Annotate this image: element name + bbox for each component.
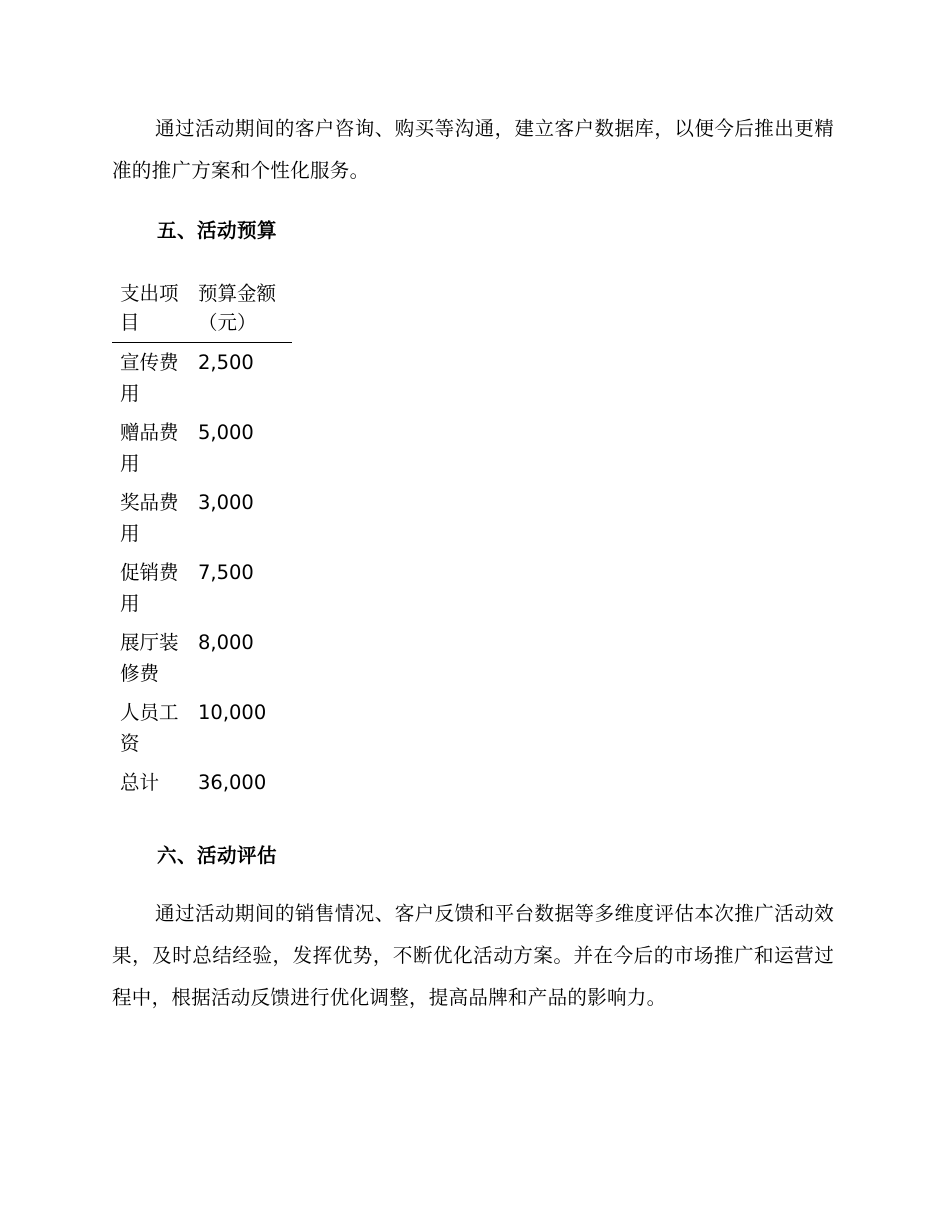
header-item: 支出项目 xyxy=(112,279,192,343)
row-item: 宣传费用 xyxy=(120,351,179,405)
budget-table-header-row xyxy=(112,279,292,343)
evaluation-paragraph: 通过活动期间的销售情况、客户反馈和平台数据等多维度评估本次推广活动效果，及时总结经验，发挥优势，不断优化活动方案。并在今后的市场推广和运营过程中，根据活动反馈进行优化调整，提高品牌和产品的影响力。 xyxy=(112,902,834,1009)
row-item: 人员工资 xyxy=(120,701,179,755)
row-amount: 5,000 xyxy=(198,421,254,444)
row-item: 赠品费用 xyxy=(120,421,179,475)
evaluation-heading: 六、活动评估 xyxy=(157,844,278,867)
row-amount: 3,000 xyxy=(198,491,254,514)
budget-heading: 五、活动预算 xyxy=(157,219,278,242)
row-amount: 2,500 xyxy=(198,351,254,374)
row-item: 总计 xyxy=(120,771,160,794)
table-row xyxy=(112,553,292,623)
table-row xyxy=(112,343,292,414)
row-amount: 8,000 xyxy=(198,631,254,654)
intro-paragraph: 通过活动期间的客户咨询、购买等沟通，建立客户数据库，以便今后推出更精准的推广方案和个性化服务。 xyxy=(112,117,834,182)
row-item: 展厅装修费 xyxy=(120,631,179,685)
table-row xyxy=(112,623,292,693)
row-item: 促销费用 xyxy=(120,561,179,615)
row-amount: 36,000 xyxy=(198,771,267,794)
row-amount: 7,500 xyxy=(198,561,254,584)
table-row xyxy=(112,413,292,483)
table-row-total xyxy=(112,763,292,802)
table-row xyxy=(112,483,292,553)
header-amount: 预算金额（元） xyxy=(192,279,292,343)
budget-table xyxy=(112,279,292,802)
row-item: 奖品费用 xyxy=(120,491,179,545)
row-amount: 10,000 xyxy=(198,701,267,724)
table-row xyxy=(112,693,292,763)
